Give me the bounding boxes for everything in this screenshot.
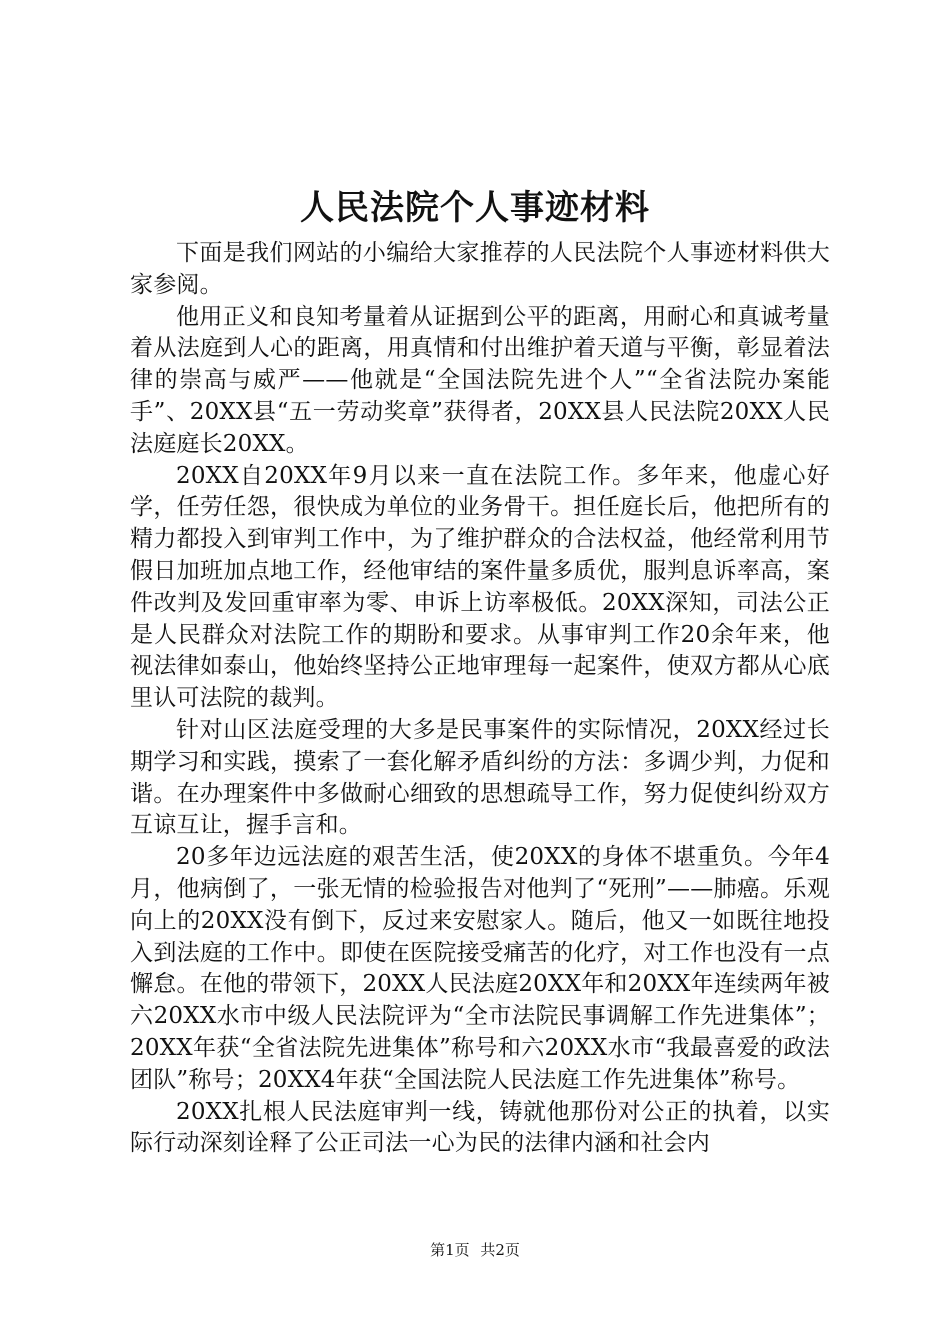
paragraph-mediation: 针对山区法庭受理的大多是民事案件的实际情况，20XX经过长期学习和实践，摸索了一套化解矛盾纠纷的方法：多调少判，力促和谐。在办理案件中多做耐心细致的思想疏导工作，努力促使纠纷双方互谅互让，握手言和。	[130, 716, 830, 839]
paragraph-career: 20XX自20XX年9月以来一直在法院工作。多年来，他虚心好学，任劳任怨，很快成为单位的业务骨干。担任庭长后，他把所有的精力都投入到审判工作中，为了维护群众的合法权益，他经常利用节假日加班加点地工作，经他审结的案件量多质优，服判息诉率高，案件改判及发回重审率为零、申诉上访率极低。20XX深知，司法公正是人民群众对法院工作的期盼和要求。从事审判工作20余年来，他视法律如泰山，他始终坚持公正地审理每一起案件，使双方都从心底里认可法院的裁判。	[130, 462, 830, 712]
paragraph-illness: 20多年边远法庭的艰苦生活，使20XX的身体不堪重负。今年4月，他病倒了，一张无情的检验报告对他判了“死刑”——肺癌。乐观向上的20XX没有倒下，反过来安慰家人。随后，他又一如既往地投入到法庭的工作中。即使在医院接受痛苦的化疗，对工作也没有一点懈怠。在他的带领下，20XX人民法庭20XX年和20XX年连续两年被六20XX水市中级人民法院评为“全市法院民事调解工作先进集体”；20XX年获“全省法院先进集体”称号和六20XX水市“我最喜爱的政法团队”称号；20XX4年获“全国法院人民法庭工作先进集体”称号。	[130, 844, 830, 1093]
document-title: 人民法院个人事迹材料	[300, 188, 650, 228]
paragraph-summary: 他用正义和良知考量着从证据到公平的距离，用耐心和真诚考量着从法庭到人心的距离，用真情和付出维护着天道与平衡，彰显着法律的崇高与威严——他就是“全国法院先进个人”“全省法院办案能手”、20XX县“五一劳动奖章”获得者，20XX县人民法院20XX人民法庭庭长20XX。	[130, 303, 830, 457]
paragraph-intro: 下面是我们网站的小编给大家推荐的人民法院个人事迹材料供大家参阅。	[130, 240, 830, 298]
page-number-total: 共2页	[480, 1241, 520, 1259]
page-footer	[0, 1240, 950, 1260]
document-body	[130, 238, 830, 1160]
paragraph-conclusion: 20XX扎根人民法庭审判一线，铸就他那份对公正的执着，以实际行动深刻诠释了公正司法一心为民的法律内涵和社会内	[130, 1098, 830, 1157]
page-number-current: 第1页	[430, 1241, 470, 1259]
